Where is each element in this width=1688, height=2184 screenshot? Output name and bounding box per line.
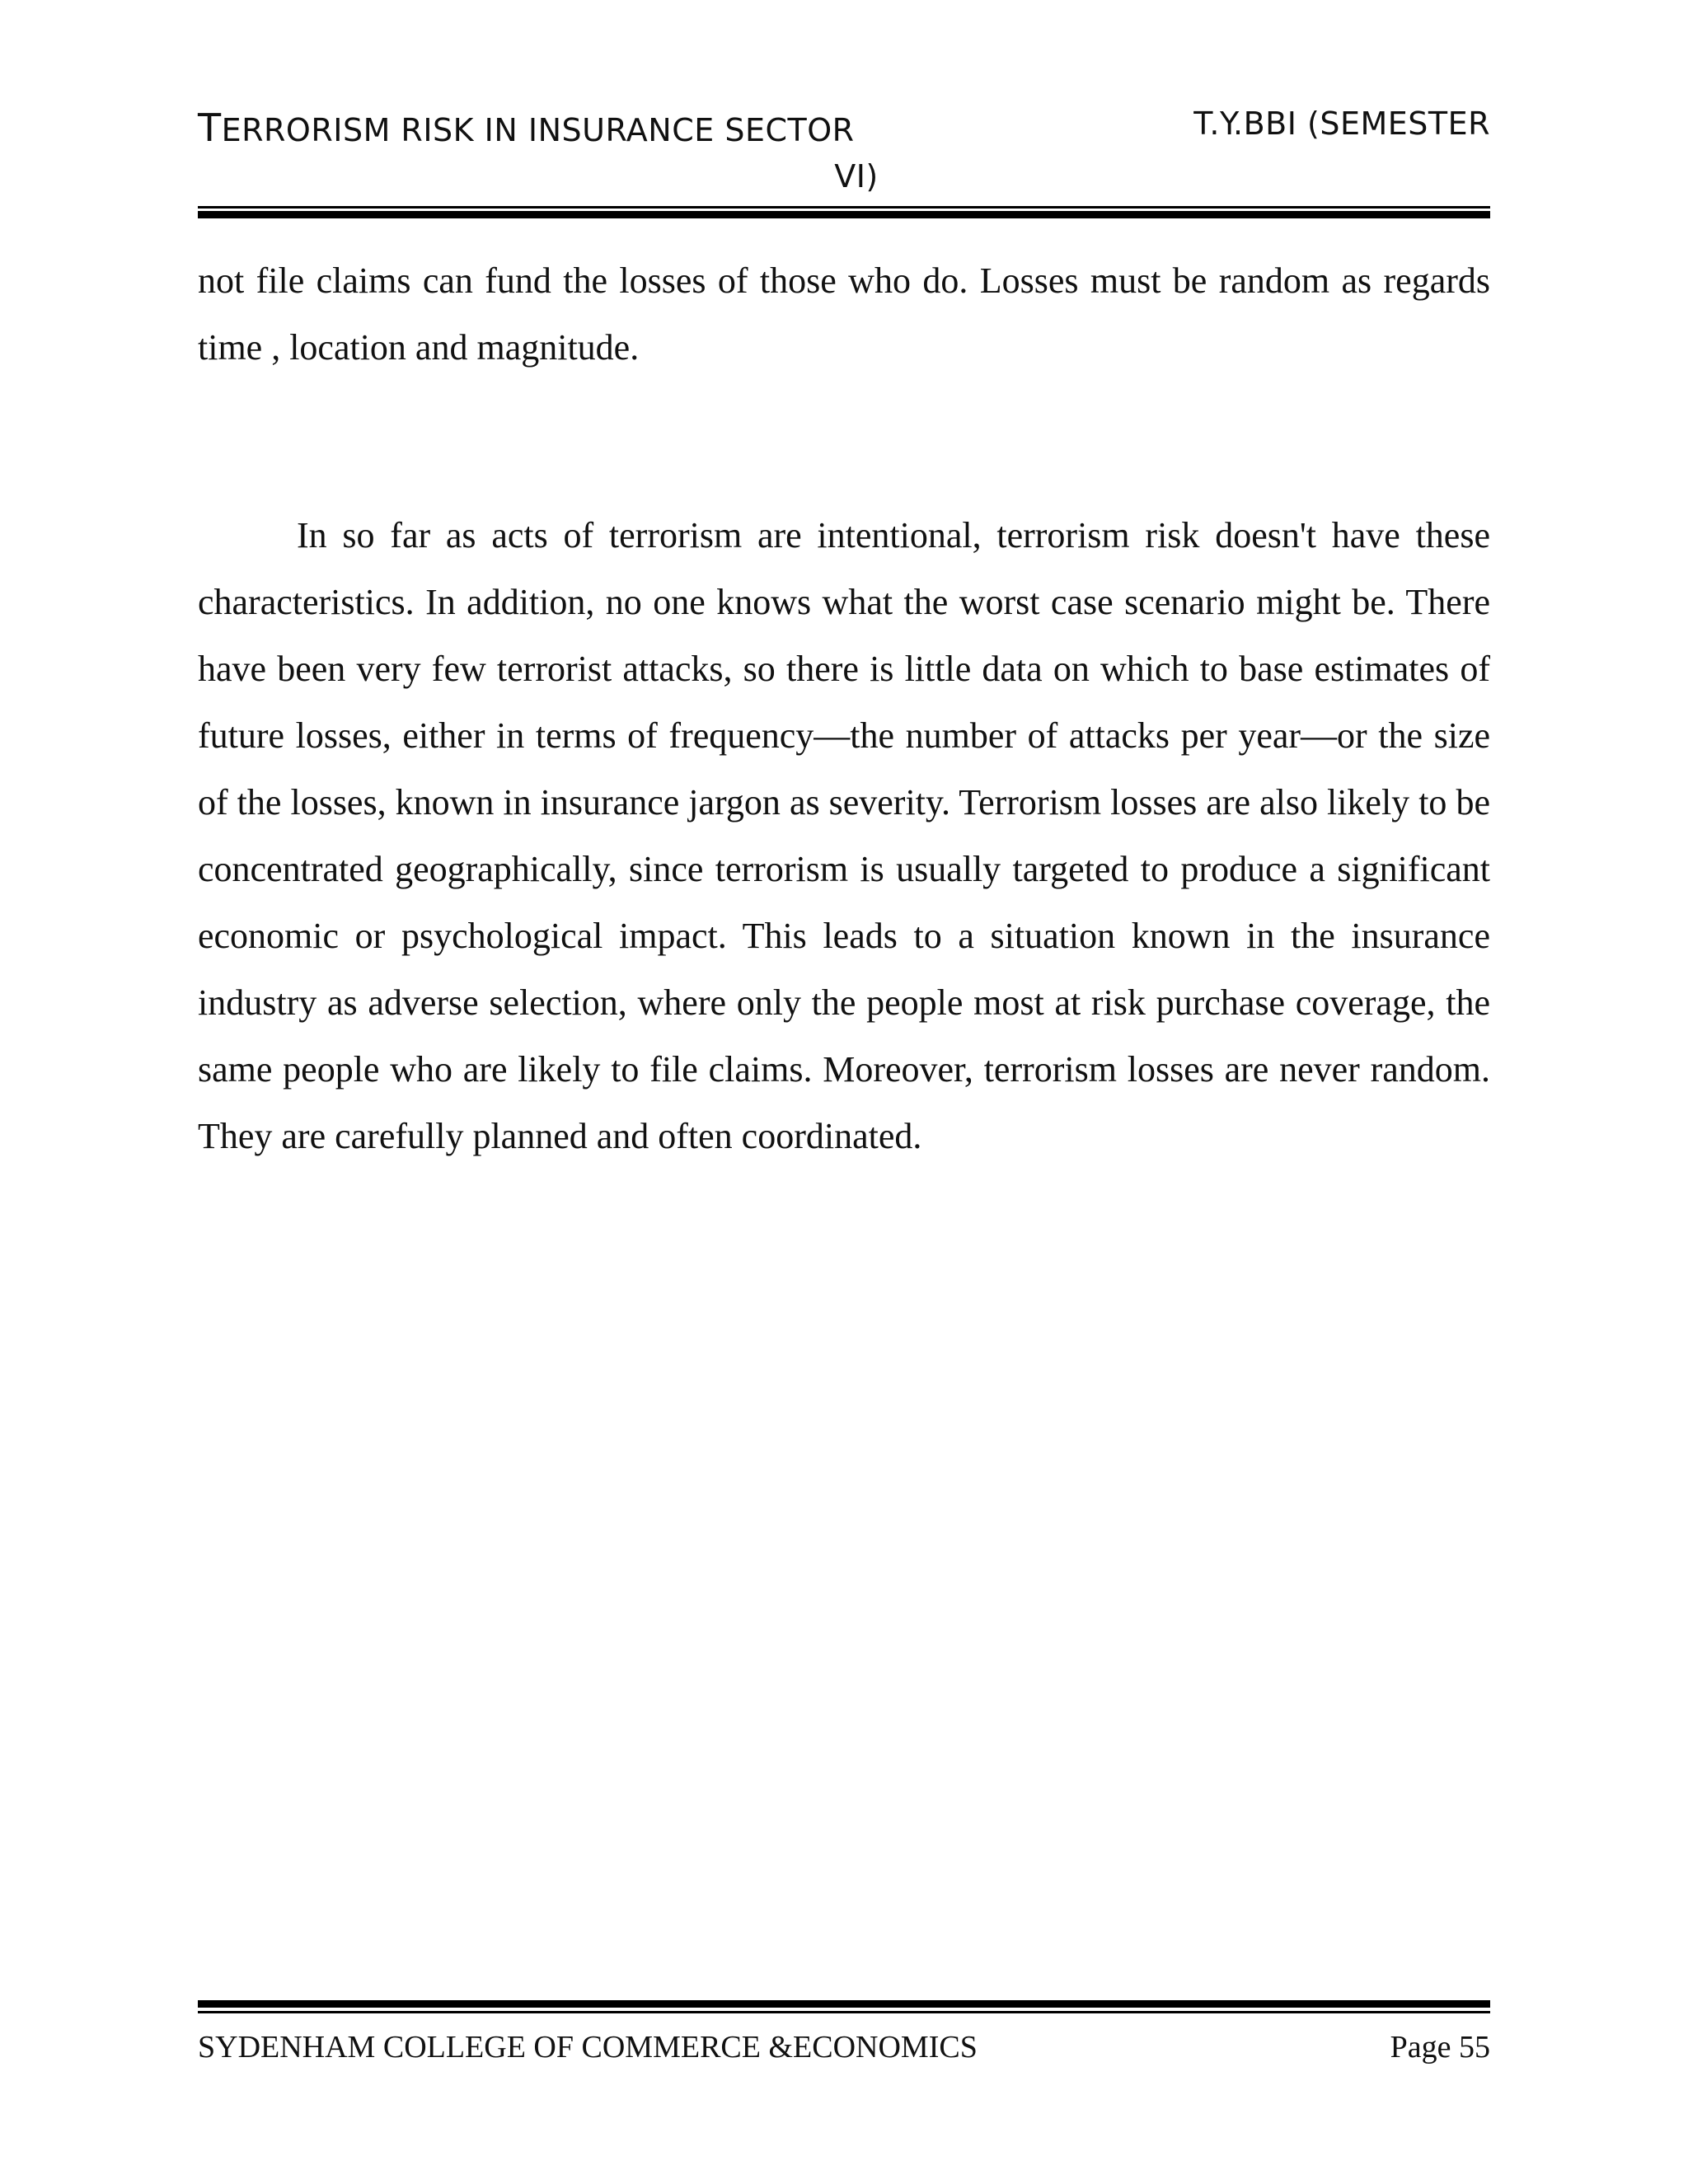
header-course: T.Y.BBI (SEMESTER <box>1193 105 1490 142</box>
footer-rule-thin <box>198 2011 1490 2013</box>
body-paragraph: not file claims can fund the losses of those who do. Losses must be random as regards time , location and magnitude. <box>198 260 1490 368</box>
header-title <box>198 105 855 150</box>
footer-rule-thick <box>198 2000 1490 2008</box>
header-rule-thick <box>198 211 1490 218</box>
body-paragraph: In so far as acts of terrorism are intentional, terrorism risk doesn't have these characteristics. In addition, no one knows what the worst case scenario might be. There have been very few terrorist attacks, so there is little data on which to base estimates of future losses, either in terms of frequency—the number of attacks per year—or the size of the losses, known in insurance jargon as severity. Terrorism losses are also likely to be concentrated geographically, since terrorism is usually targeted to produce a significant economic or psychological impact. This leads to a situation known in the insurance industry as adverse selection, where only the people most at risk purchase coverage, the same people who are likely to file claims. Moreover, terrorism losses are never random. They are carefully planned and often coordinated. <box>198 515 1490 1156</box>
header-rule-thin <box>198 206 1490 209</box>
footer-page-number: Page 55 <box>1390 2030 1490 2064</box>
footer-college-name: SYDENHAM COLLEGE OF COMMERCE &ECONOMICS <box>198 2030 978 2064</box>
header-title-rest: ERRORISM RISK IN INSURANCE SECTOR <box>221 112 855 148</box>
header-title-initial: T <box>198 105 222 150</box>
page-header <box>198 105 1490 204</box>
header-course-continuation: VI) <box>834 158 879 194</box>
